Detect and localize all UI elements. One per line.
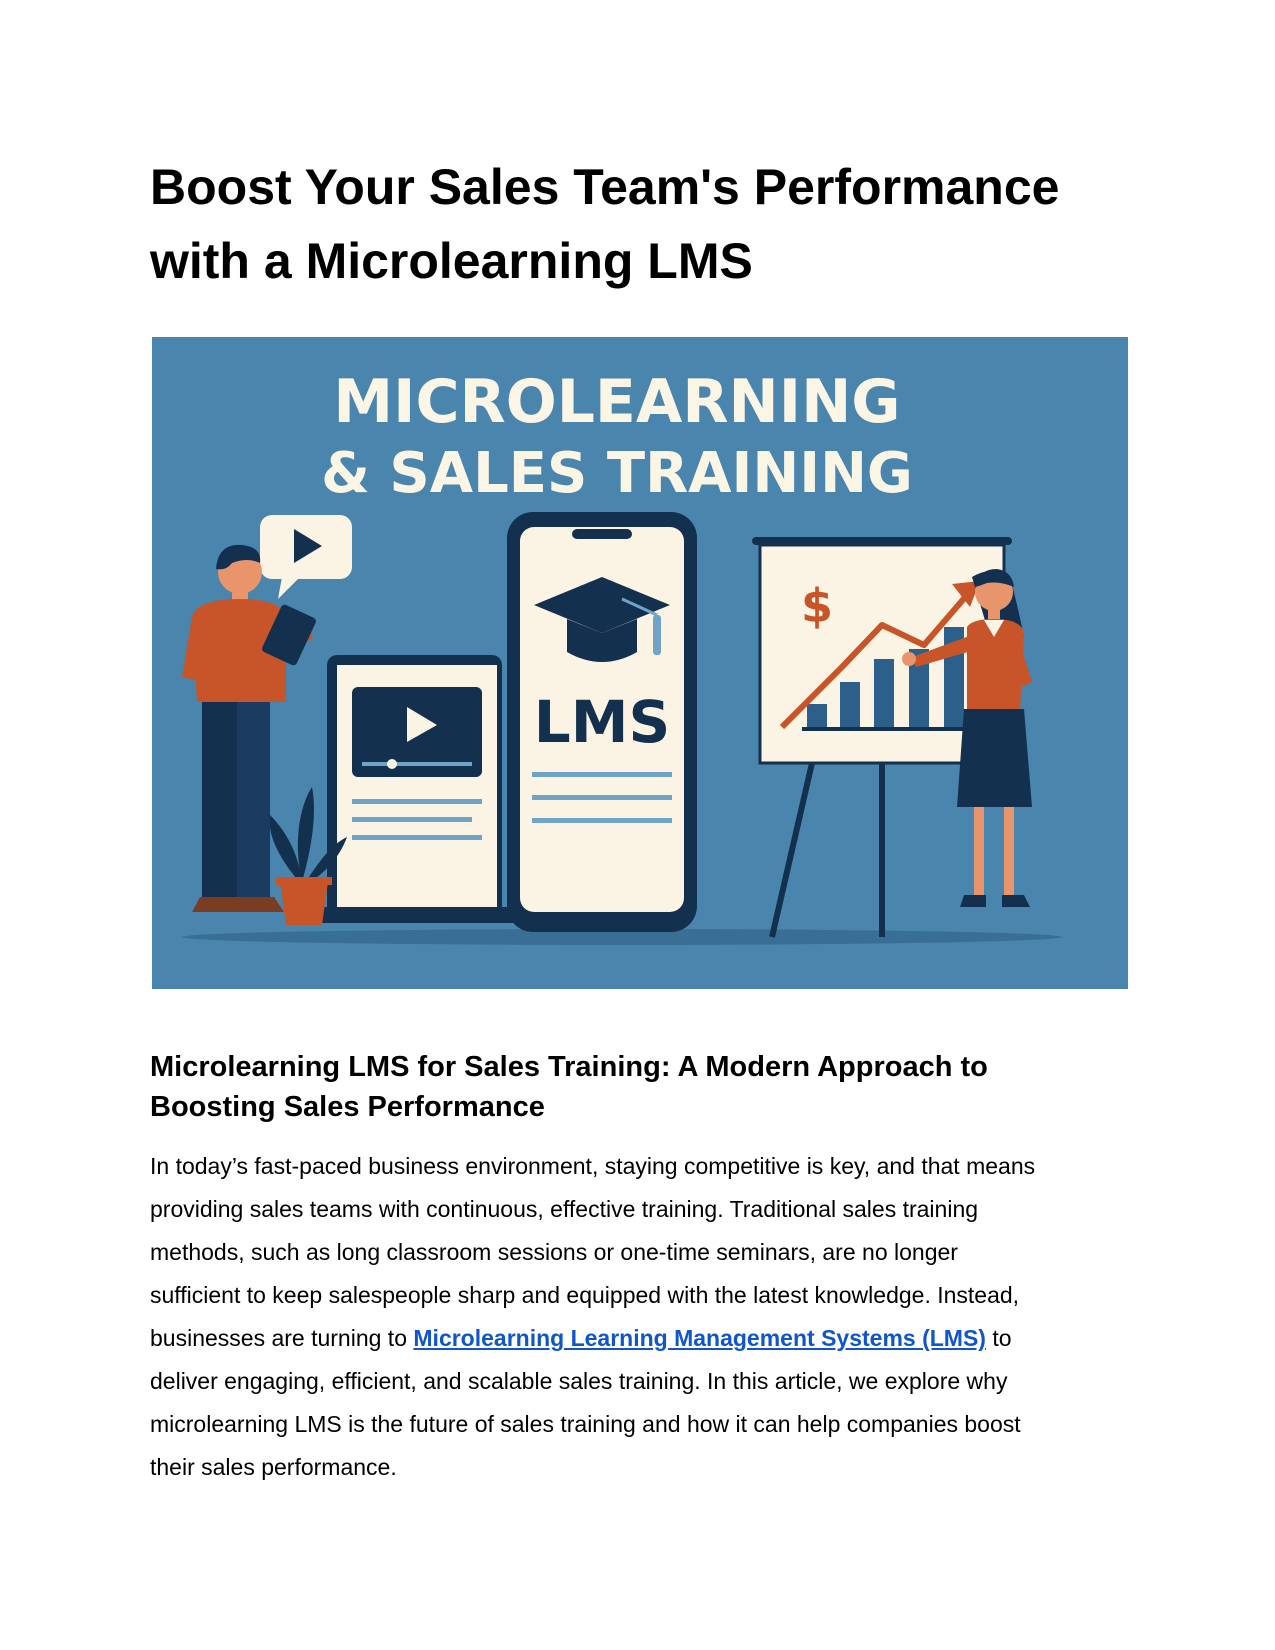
- intro-paragraph: [150, 1145, 1140, 1489]
- body-line-3: methods, such as long classroom sessions or one-time seminars, are no longer: [150, 1239, 958, 1265]
- hero-headline-line-1: MICROLEARNING: [333, 367, 901, 437]
- bar-3: [874, 659, 894, 727]
- phone: [507, 512, 697, 932]
- bar-2: [840, 682, 860, 727]
- title-line-2: with a Microlearning LMS: [150, 233, 753, 289]
- section-heading-line-1: Microlearning LMS for Sales Training: A Modern Approach to: [150, 1051, 988, 1083]
- body-line-5-end: to: [985, 1325, 1012, 1351]
- body-line-4: sufficient to keep salespeople sharp and equipped with the latest knowledge. Instead,: [150, 1282, 1020, 1308]
- body-line-7: microlearning LMS is the future of sales training and how it can help companies boost: [150, 1411, 1021, 1437]
- body-line-6: deliver engaging, efficient, and scalable sales training. In this article, we explore why: [150, 1368, 1008, 1394]
- hero-svg: [152, 337, 1128, 989]
- laptop: [302, 655, 532, 923]
- dollar-sign-icon: $: [800, 579, 834, 633]
- bar-1: [807, 704, 827, 727]
- section-heading: [150, 1047, 1140, 1127]
- hero-illustration: [152, 337, 1128, 989]
- body-line-5-start: businesses are turning to: [150, 1325, 414, 1351]
- body-line-2: providing sales teams with continuous, effective training. Traditional sales training: [150, 1196, 979, 1222]
- phone-lms-label: LMS: [533, 688, 671, 756]
- article-title: [150, 150, 1140, 298]
- title-line-1: Boost Your Sales Team's Performance: [150, 159, 1060, 215]
- body-line-8: their sales performance.: [150, 1454, 397, 1480]
- section-heading-line-2: Boosting Sales Performance: [150, 1091, 545, 1123]
- man-figure: [182, 515, 352, 912]
- hero-headline-line-2: & SALES TRAINING: [321, 441, 913, 506]
- lms-link[interactable]: Microlearning Learning Management Systems (LMS): [413, 1325, 986, 1351]
- body-line-1: In today’s fast-paced business environment, staying competitive is key, and that means: [150, 1153, 1036, 1179]
